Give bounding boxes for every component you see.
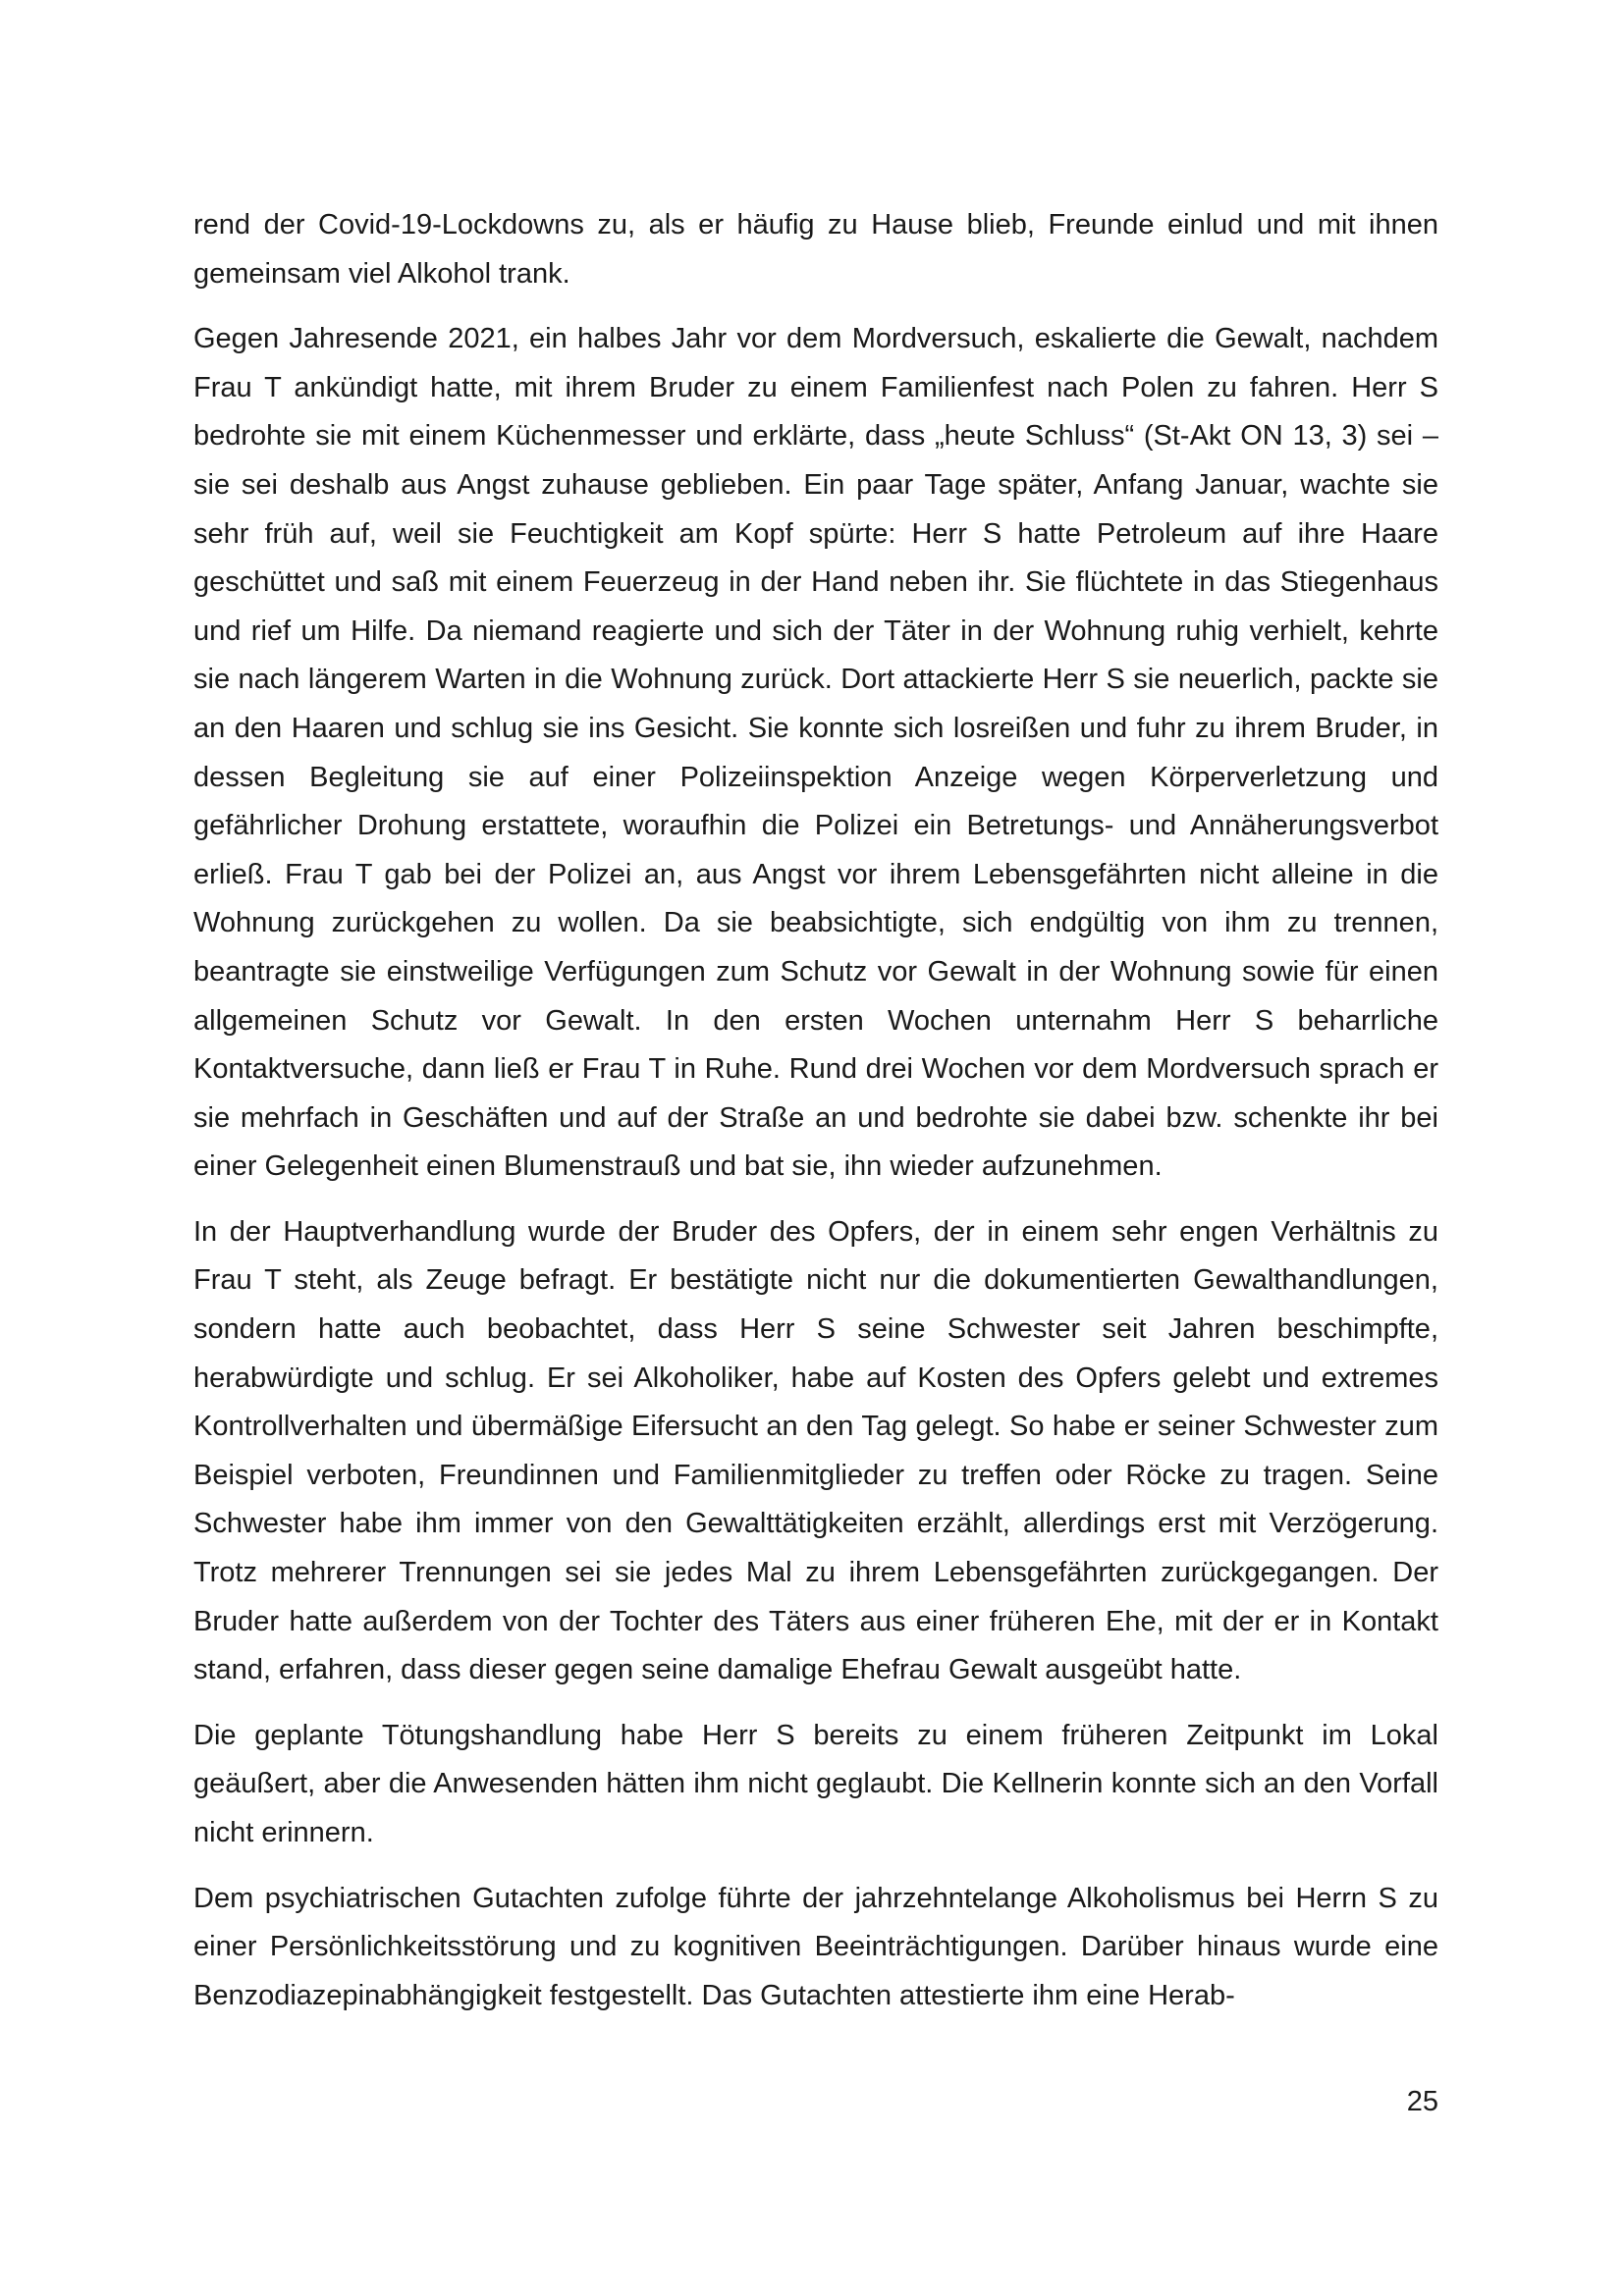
paragraph-2: Gegen Jahresende 2021, ein halbes Jahr vor dem Mordversuch, eskalierte die Gewalt, nachdem Frau T ankündigt hatte, mit ihrem Bruder zu einem Familienfest nach Polen zu fahren. Herr S bedrohte sie mit einem Küchenmesser und erklärte, dass „heute Schluss“ (St-Akt ON 13, 3) sei – sie sei deshalb aus Angst zuhause geblieben. Ein paar Tage später, Anfang Januar, wachte sie sehr früh auf, weil sie Feuchtigkeit am Kopf spürte: Herr S hatte Petroleum auf ihre Haare geschüttet und saß mit einem Feuerzeug in der Hand neben ihr. Sie flüchtete in das Stiegenhaus und rief um Hilfe. Da niemand reagierte und sich der Täter in der Wohnung ruhig verhielt, kehrte sie nach längerem Warten in die Wohnung zurück. Dort attackierte Herr S sie neuerlich, packte sie an den Haaren und schlug sie ins Gesicht. Sie konnte sich losreißen und fuhr zu ihrem Bruder, in dessen Begleitung sie auf einer Polizeiinspektion Anzeige wegen Körperverletzung und gefährlicher Drohung erstattete, woraufhin die Polizei ein Betretungs- und Annäherungsverbot erließ. Frau T gab bei der Polizei an, aus Angst vor ihrem Lebensgefährten nicht alleine in die Wohnung zurückgehen zu wollen. Da sie beabsichtigte, sich endgültig von ihm zu trennen, beantragte sie einstweilige Verfügungen zum Schutz vor Gewalt in der Wohnung sowie für einen allgemeinen Schutz vor Gewalt. In den ersten Wochen unternahm Herr S beharrliche Kontaktversuche, dann ließ er Frau T in Ruhe. Rund drei Wochen vor dem Mordversuch sprach er sie mehrfach in Geschäften und auf der Straße an und bedrohte sie dabei bzw. schenkte ihr bei einer Gelegenheit einen Blumenstrauß und bat sie, ihn wieder aufzunehmen. [193, 323, 1438, 1183]
body-text [193, 201, 1438, 2037]
paragraph-5: Dem psychiatrischen Gutachten zufolge führte der jahrzehntelange Alkoholismus bei Herrn S zu einer Persönlichkeitsstörung und zu kognitiven Beeinträchtigungen. Darüber hinaus wurde eine Benzodiazepinabhängigkeit festgestellt. Das Gutachten attestierte ihm eine Herab- [193, 1882, 1438, 2011]
paragraph-3: In der Hauptverhandlung wurde der Bruder des Opfers, der in einem sehr engen Verhältnis zu Frau T steht, als Zeuge befragt. Er bestätigte nicht nur die dokumentierten Gewalthandlungen, sondern hatte auch beobachtet, dass Herr S seine Schwester seit Jahren beschimpfte, herabwürdigte und schlug. Er sei Alkoholiker, habe auf Kosten des Opfers gelebt und extremes Kontrollverhalten und übermäßige Eifersucht an den Tag gelegt. So habe er seiner Schwester zum Beispiel verboten, Freundinnen und Familienmitglieder zu treffen oder Röcke zu tragen. Seine Schwester habe ihm immer von den Gewalttätigkeiten erzählt, allerdings erst mit Verzögerung. Trotz mehrerer Trennungen sei sie jedes Mal zu ihrem Lebensgefährten zurückgegangen. Der Bruder hatte außerdem von der Tochter des Täters aus einer früheren Ehe, mit der er in Kontakt stand, erfahren, dass dieser gegen seine damalige Ehefrau Gewalt ausgeübt hatte. [193, 1215, 1438, 1686]
page-number: 25 [1406, 2086, 1438, 2117]
paragraph-4: Die geplante Tötungshandlung habe Herr S bereits zu einem früheren Zeitpunkt im Lokal geäußert, aber die Anwesenden hätten ihm nicht geglaubt. Die Kellnerin konnte sich an den Vorfall nicht erinnern. [193, 1719, 1438, 1848]
paragraph-1: rend der Covid-19-Lockdowns zu, als er häufig zu Hause blieb, Freunde einlud und mit ihnen gemeinsam viel Alkohol trank. [193, 209, 1438, 290]
